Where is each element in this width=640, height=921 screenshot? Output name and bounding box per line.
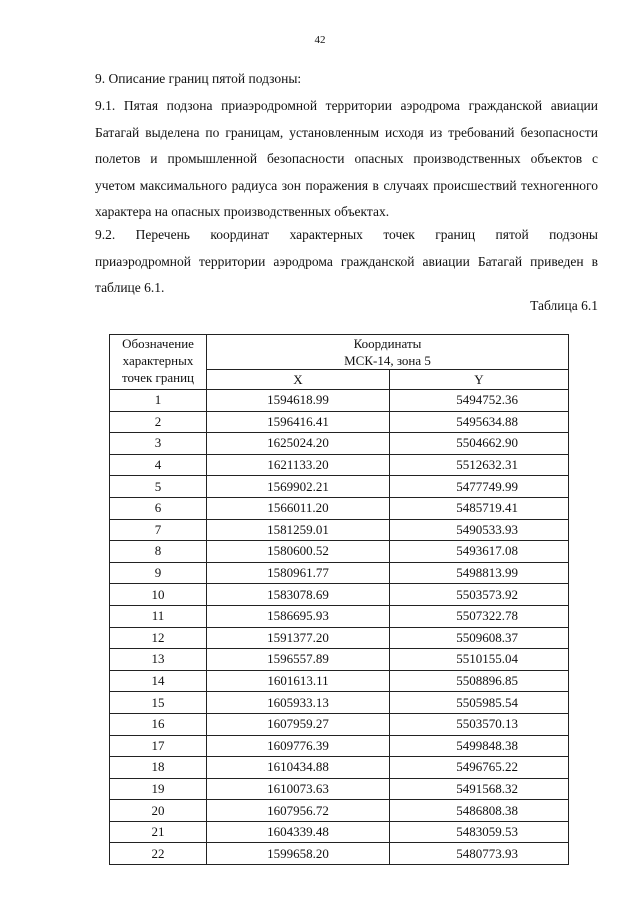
header-x: X: [207, 370, 390, 390]
y-coordinate-cell: 5485719.41: [390, 497, 569, 519]
paragraph-line: полетов и промышленной безопасности опасных производственных объектов с: [95, 151, 598, 166]
paragraph-line: 9.2. Перечень координат характерных точек границ пятой подзоны: [95, 227, 598, 242]
x-coordinate-cell: 1596416.41: [207, 411, 390, 433]
y-coordinate-cell: 5483059.53: [390, 821, 569, 843]
table-row: [110, 497, 569, 519]
section-heading-text: 9. Описание границ пятой подзоны:: [95, 71, 302, 86]
point-number-cell: 7: [110, 519, 207, 541]
x-coordinate-cell: 1607959.27: [207, 713, 390, 735]
y-coordinate-cell: 5498813.99: [390, 562, 569, 584]
point-number-cell: 6: [110, 497, 207, 519]
x-coordinate-cell: 1601613.11: [207, 670, 390, 692]
table-row: [110, 670, 569, 692]
table-row: [110, 454, 569, 476]
point-number-cell: 22: [110, 843, 207, 865]
paragraph-line: 9.1. Пятая подзона приаэродромной территории аэродрома гражданской авиации: [95, 98, 598, 113]
header-coordinates-line: Координаты: [353, 336, 422, 351]
x-coordinate-cell: 1605933.13: [207, 692, 390, 714]
table-row: [110, 778, 569, 800]
paragraph-line: таблице 6.1.: [95, 280, 165, 295]
y-coordinate-cell: 5509608.37: [390, 627, 569, 649]
header-designation-line: Обозначение: [122, 336, 194, 351]
table-row: [110, 433, 569, 455]
point-number-cell: 9: [110, 562, 207, 584]
paragraph-line: Батагай выделена по границам, установленным исходя из требований безопасности: [95, 124, 598, 140]
table-row: [110, 821, 569, 843]
x-coordinate-cell: 1621133.20: [207, 454, 390, 476]
y-coordinate-cell: 5505985.54: [390, 692, 569, 714]
table-row: [110, 757, 569, 779]
table-row: [110, 735, 569, 757]
y-coordinate-cell: 5495634.88: [390, 411, 569, 433]
y-coordinate-cell: 5512632.31: [390, 454, 569, 476]
coordinates-table: [109, 334, 569, 865]
point-number-cell: 4: [110, 454, 207, 476]
paragraph-line: приаэродромной территории аэродрома гражданской авиации Батагай приведен в: [95, 253, 598, 269]
x-coordinate-cell: 1580600.52: [207, 541, 390, 563]
header-coordinates-line: МСК-14, зона 5: [344, 353, 431, 368]
point-number-cell: 5: [110, 476, 207, 498]
y-coordinate-cell: 5486808.38: [390, 800, 569, 822]
y-coordinate-cell: 5503570.13: [390, 713, 569, 735]
table-caption: Таблица 6.1: [530, 298, 598, 313]
y-coordinate-cell: 5510155.04: [390, 649, 569, 671]
paragraph-line: учетом максимального радиуса зон поражения в случаях происшествий техногенного: [95, 177, 598, 193]
table-row: [110, 541, 569, 563]
x-coordinate-cell: 1596557.89: [207, 649, 390, 671]
table-row: [110, 713, 569, 735]
y-coordinate-cell: 5499848.38: [390, 735, 569, 757]
point-number-cell: 17: [110, 735, 207, 757]
point-number-cell: 19: [110, 778, 207, 800]
y-coordinate-cell: 5491568.32: [390, 778, 569, 800]
point-number-cell: 10: [110, 584, 207, 606]
table-row: [110, 562, 569, 584]
point-number-cell: 20: [110, 800, 207, 822]
x-coordinate-cell: 1583078.69: [207, 584, 390, 606]
header-coordinates: [207, 335, 569, 370]
point-number-cell: 2: [110, 411, 207, 433]
point-number-cell: 13: [110, 649, 207, 671]
table-row: [110, 476, 569, 498]
paragraph-9-2: [95, 222, 598, 302]
section-heading: [95, 66, 598, 93]
header-designation-line: характерных: [122, 353, 194, 368]
table-row: [110, 692, 569, 714]
point-number-cell: 14: [110, 670, 207, 692]
y-coordinate-cell: 5496765.22: [390, 757, 569, 779]
point-number-cell: 16: [110, 713, 207, 735]
table-row: [110, 519, 569, 541]
page-number: 42: [314, 34, 326, 46]
x-coordinate-cell: 1610434.88: [207, 757, 390, 779]
table-row: [110, 390, 569, 412]
y-coordinate-cell: 5503573.92: [390, 584, 569, 606]
point-number-cell: 12: [110, 627, 207, 649]
y-coordinate-cell: 5507322.78: [390, 605, 569, 627]
table-row: [110, 411, 569, 433]
point-number-cell: 1: [110, 390, 207, 412]
x-coordinate-cell: 1566011.20: [207, 497, 390, 519]
point-number-cell: 3: [110, 433, 207, 455]
point-number-cell: 18: [110, 757, 207, 779]
y-coordinate-cell: 5477749.99: [390, 476, 569, 498]
y-coordinate-cell: 5480773.93: [390, 843, 569, 865]
y-coordinate-cell: 5494752.36: [390, 390, 569, 412]
point-number-cell: 21: [110, 821, 207, 843]
x-coordinate-cell: 1607956.72: [207, 800, 390, 822]
x-coordinate-cell: 1604339.48: [207, 821, 390, 843]
table-row: [110, 843, 569, 865]
table-row: [110, 584, 569, 606]
x-coordinate-cell: 1610073.63: [207, 778, 390, 800]
table-row: [110, 649, 569, 671]
x-coordinate-cell: 1609776.39: [207, 735, 390, 757]
y-coordinate-cell: 5490533.93: [390, 519, 569, 541]
y-coordinate-cell: 5504662.90: [390, 433, 569, 455]
table-row: [110, 627, 569, 649]
y-coordinate-cell: 5508896.85: [390, 670, 569, 692]
x-coordinate-cell: 1581259.01: [207, 519, 390, 541]
table-row: [110, 800, 569, 822]
header-y: Y: [390, 370, 569, 390]
table-body: [110, 390, 569, 865]
x-coordinate-cell: 1594618.99: [207, 390, 390, 412]
table-row: [110, 605, 569, 627]
x-coordinate-cell: 1599658.20: [207, 843, 390, 865]
header-designation-line: точек границ: [121, 370, 195, 385]
x-coordinate-cell: 1586695.93: [207, 605, 390, 627]
x-coordinate-cell: 1569902.21: [207, 476, 390, 498]
point-number-cell: 15: [110, 692, 207, 714]
point-number-cell: 8: [110, 541, 207, 563]
x-coordinate-cell: 1625024.20: [207, 433, 390, 455]
header-designation: [110, 335, 207, 390]
point-number-cell: 11: [110, 605, 207, 627]
y-coordinate-cell: 5493617.08: [390, 541, 569, 563]
paragraph-9-1: [95, 93, 598, 226]
paragraph-line: характера на опасных производственных объектах.: [95, 204, 390, 219]
x-coordinate-cell: 1580961.77: [207, 562, 390, 584]
x-coordinate-cell: 1591377.20: [207, 627, 390, 649]
